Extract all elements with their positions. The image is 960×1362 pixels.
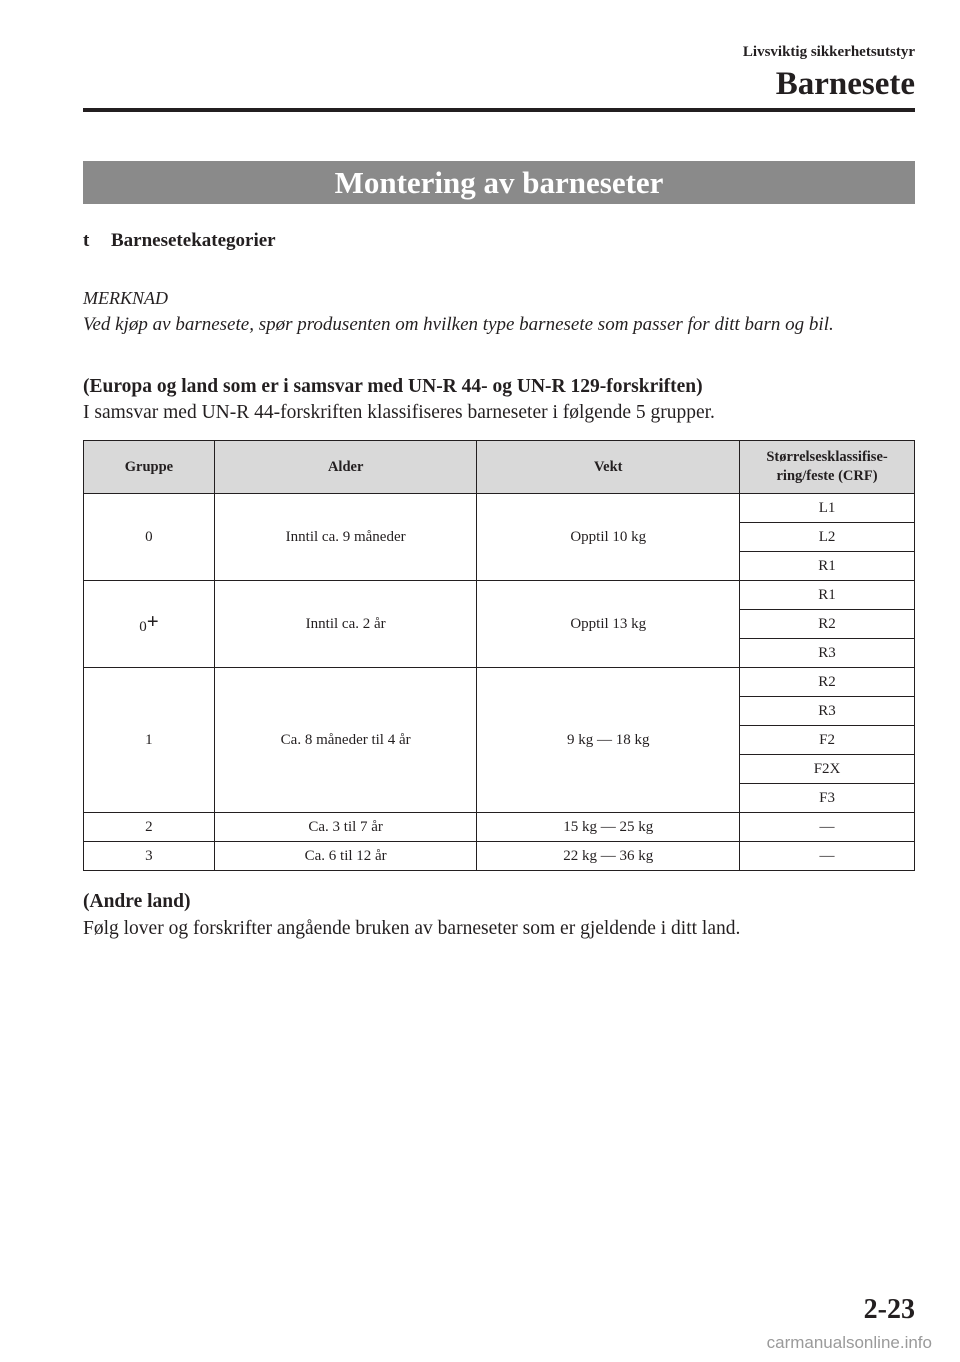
subheading — [83, 230, 276, 252]
group-number: 0 — [139, 618, 147, 635]
europe-heading: (Europa og land som er i samsvar med UN-R 44- og UN-R 129-forskriften) — [83, 376, 703, 397]
crf-cell: R1 — [740, 552, 915, 581]
weight-cell: 9 kg — 18 kg — [477, 668, 740, 813]
col-header-weight: Vekt — [477, 441, 740, 494]
age-cell: Ca. 8 måneder til 4 år — [214, 668, 477, 813]
weight-cell: Opptil 13 kg — [477, 581, 740, 668]
col-header-crf-line2: ring/feste (CRF) — [776, 468, 878, 484]
note-title: MERKNAD — [83, 288, 168, 308]
chapter-title: Barnesete — [775, 66, 915, 102]
bullet-icon: t — [83, 230, 90, 251]
child-seat-table — [83, 440, 915, 871]
crf-cell: L1 — [740, 494, 915, 523]
crf-cell: R2 — [740, 668, 915, 697]
table-row — [84, 668, 915, 697]
age-cell: Ca. 6 til 12 år — [214, 842, 477, 871]
group-cell: 0 — [84, 494, 215, 581]
crf-cell: F2X — [740, 755, 915, 784]
other-text: Følg lover og forskrifter angående bruken av barneseter som er gjeldende i ditt land. — [83, 918, 741, 939]
crf-cell: R3 — [740, 697, 915, 726]
other-heading: (Andre land) — [83, 891, 191, 912]
weight-cell: 15 kg — 25 kg — [477, 813, 740, 842]
age-cell: Inntil ca. 2 år — [214, 581, 477, 668]
table-row — [84, 842, 915, 871]
crf-cell: R3 — [740, 639, 915, 668]
note-text: Ved kjøp av barnesete, spør produsenten om hvilken type barnesete som passer for ditt barn og bil. — [83, 314, 834, 335]
weight-cell: Opptil 10 kg — [477, 494, 740, 581]
plus-icon: + — [146, 608, 159, 633]
group-cell: 1 — [84, 668, 215, 813]
crf-cell: F2 — [740, 726, 915, 755]
table-row — [84, 581, 915, 610]
group-cell — [84, 581, 215, 668]
europe-text: I samsvar med UN-R 44-forskriften klassifiseres barneseter i følgende 5 grupper. — [83, 402, 715, 423]
age-cell: Ca. 3 til 7 år — [214, 813, 477, 842]
page-number: 2-23 — [863, 1294, 915, 1325]
crf-cell: R1 — [740, 581, 915, 610]
group-cell: 3 — [84, 842, 215, 871]
col-header-crf — [740, 441, 915, 494]
watermark: carmanualsonline.info — [766, 1333, 932, 1352]
age-cell: Inntil ca. 9 måneder — [214, 494, 477, 581]
table-row — [84, 813, 915, 842]
crf-cell: L2 — [740, 523, 915, 552]
crf-cell: — — [740, 842, 915, 871]
crf-cell: R2 — [740, 610, 915, 639]
table-row — [84, 494, 915, 523]
crf-cell: — — [740, 813, 915, 842]
col-header-crf-line1: Størrelsesklassifise- — [766, 449, 888, 465]
header-rule — [83, 108, 915, 112]
col-header-group: Gruppe — [84, 441, 215, 494]
subheading-text: Barnesetekategorier — [111, 230, 276, 251]
group-cell: 2 — [84, 813, 215, 842]
table-header-row — [84, 441, 915, 494]
section-title: Livsviktig sikkerhetsutstyr — [742, 44, 915, 60]
crf-cell: F3 — [740, 784, 915, 813]
section-banner: Montering av barneseter — [83, 161, 915, 204]
col-header-age: Alder — [214, 441, 477, 494]
weight-cell: 22 kg — 36 kg — [477, 842, 740, 871]
